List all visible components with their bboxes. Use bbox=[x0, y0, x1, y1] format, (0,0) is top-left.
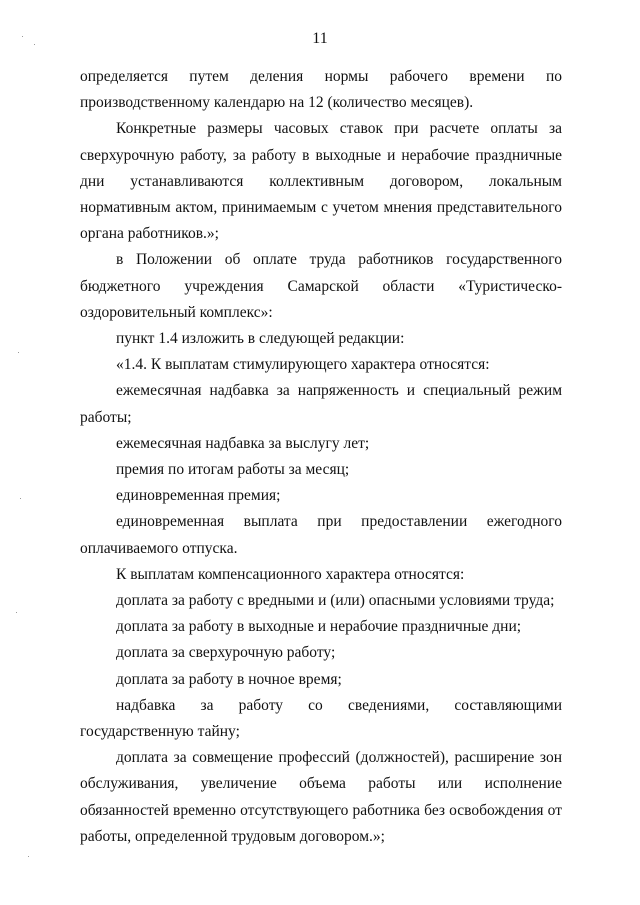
paragraph-16: надбавка за работу со сведениями, составляющими государственную тайну; bbox=[80, 696, 562, 741]
paragraph-3: в Положении об оплате труда работников государственного бюджетного учреждения Самарской области «Туристическо-оздоровительный комплекс»: bbox=[80, 251, 562, 321]
paragraph-17: доплата за совмещение профессий (должностей), расширение зон обслуживания, увеличение объема работы или исполнение обязанностей временно отсутствующего работника без освобождения от работы, определенной трудовым договором.»; bbox=[80, 749, 562, 845]
scan-speck bbox=[18, 352, 19, 353]
scan-speck bbox=[28, 856, 29, 857]
paragraph-12: доплата за работу с вредными и (или) опасными условиями труда; bbox=[116, 592, 555, 610]
paragraph-5: «1.4. К выплатам стимулирующего характера относятся: bbox=[116, 356, 490, 374]
paragraph-15: доплата за работу в ночное время; bbox=[116, 670, 342, 688]
document-body bbox=[80, 64, 562, 850]
paragraph-8: премия по итогам работы за месяц; bbox=[116, 461, 350, 479]
scan-speck bbox=[20, 498, 21, 499]
scan-speck bbox=[34, 44, 35, 45]
paragraph-10: единовременная выплата при предоставлении ежегодного оплачиваемого отпуска. bbox=[80, 513, 562, 557]
paragraph-4: пункт 1.4 изложить в следующей редакции: bbox=[116, 330, 405, 348]
paragraph-1: определяется путем деления нормы рабочего времени по производственному календарю на 12 (количество месяцев). bbox=[80, 68, 562, 112]
paragraph-14: доплата за сверхурочную работу; bbox=[116, 644, 336, 662]
paragraph-9: единовременная премия; bbox=[116, 487, 281, 505]
paragraph-11: К выплатам компенсационного характера относятся: bbox=[116, 565, 465, 583]
paragraph-2: Конкретные размеры часовых ставок при расчете оплаты за сверхурочную работу, за работу в выходные и нерабочие праздничные дни устанавливаются коллективным договором, локальным нормативным актом, принимаемым с учетом мнения представительного органа работников.»; bbox=[80, 120, 562, 243]
paragraph-6: ежемесячная надбавка за напряженность и специальный режим работы; bbox=[80, 382, 562, 426]
paragraph-13: доплата за работу в выходные и нерабочие праздничные дни; bbox=[116, 618, 522, 636]
page-number: 11 bbox=[312, 30, 328, 47]
paragraph-7: ежемесячная надбавка за выслугу лет; bbox=[116, 434, 370, 452]
scan-speck bbox=[22, 36, 23, 37]
scan-speck bbox=[16, 612, 17, 613]
